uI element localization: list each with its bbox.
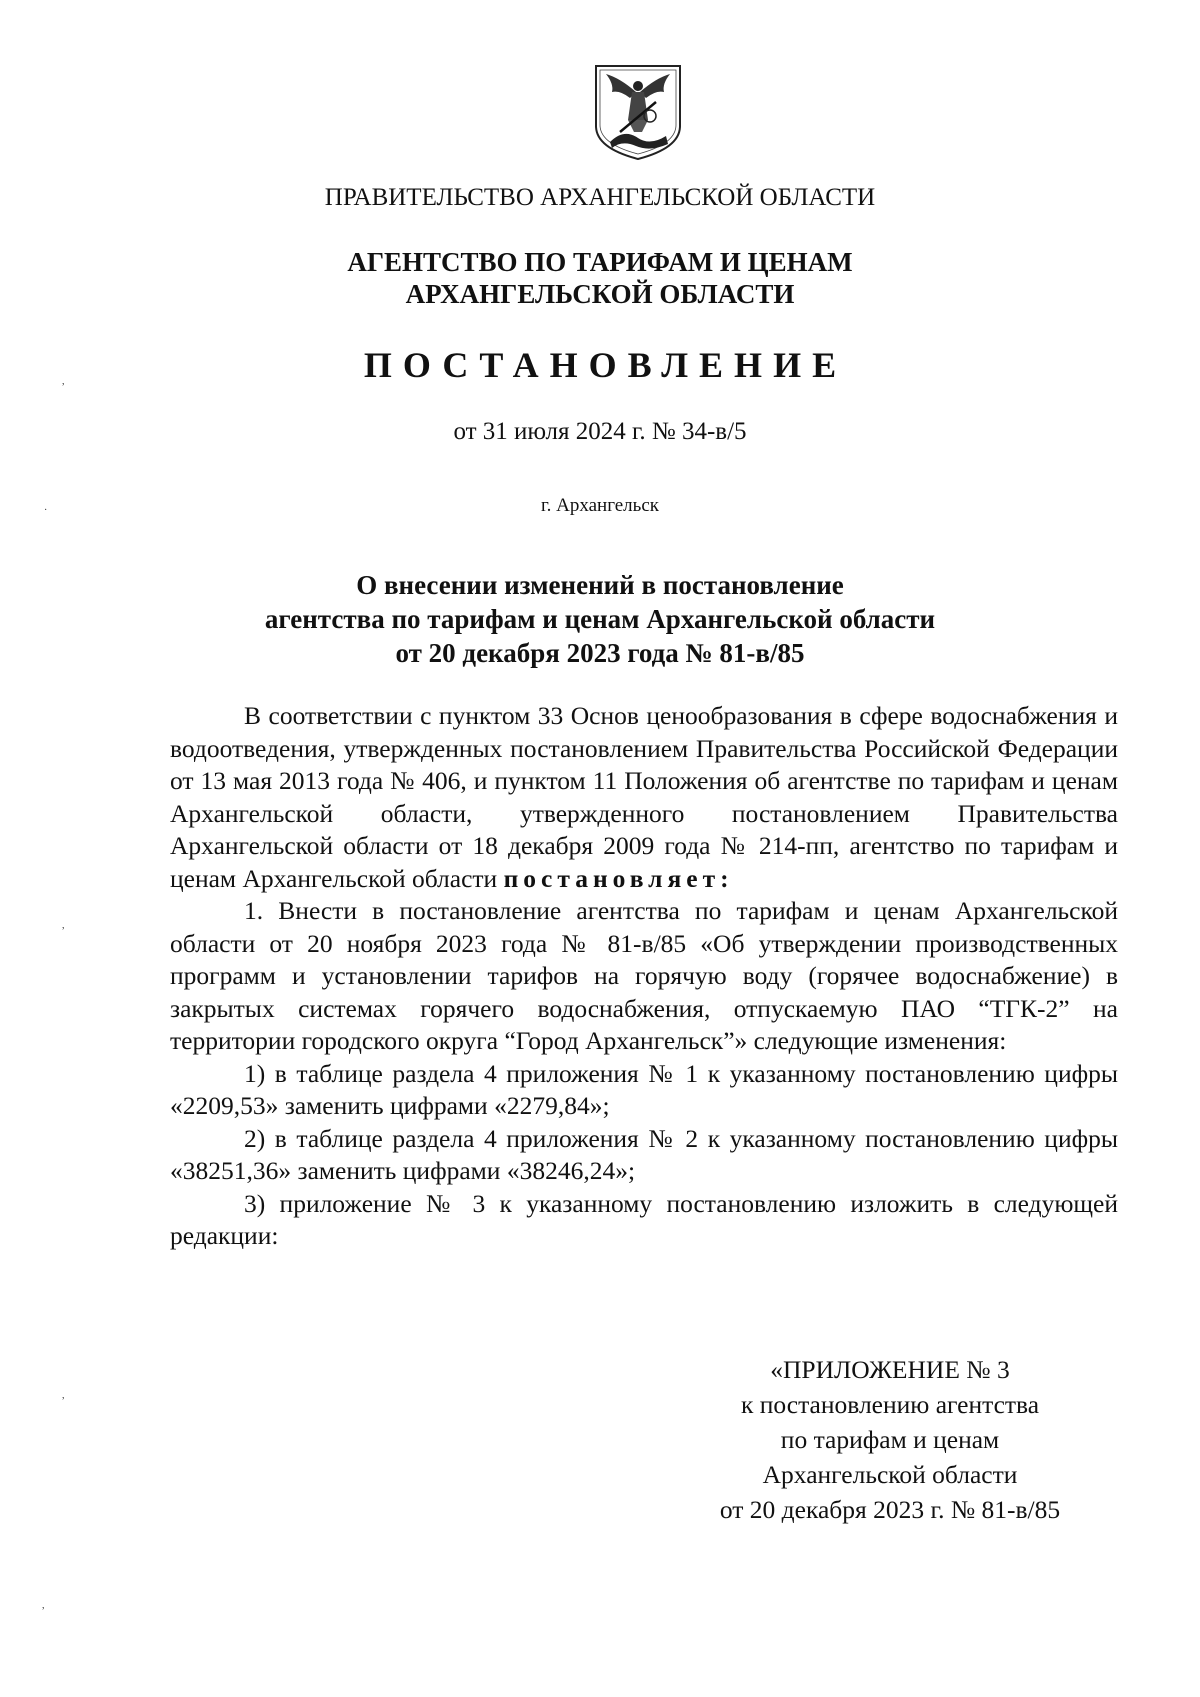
arkhangelsk-coat-of-arms-icon: [590, 62, 686, 162]
appendix-line1: «ПРИЛОЖЕНИЕ № 3: [770, 1355, 1010, 1384]
document-type-title: ПОСТАНОВЛЕНИЕ: [363, 345, 848, 385]
decree-subject-line3: от 20 декабря 2023 года № 81-в/85: [395, 638, 805, 668]
agency-name-line1: АГЕНТСТВО ПО ТАРИФАМ И ЦЕНАМ: [347, 247, 853, 277]
decree-subject-line1: О внесении изменений в постановление: [356, 570, 844, 600]
decree-body: [170, 700, 1118, 1253]
appendix-line4: Архангельской области: [762, 1460, 1018, 1489]
scan-mark: ,: [62, 920, 65, 931]
decree-subject: [0, 568, 1200, 670]
appendix-header: [680, 1352, 1100, 1527]
decree-date-number: от 31 июля 2024 г. № 34-в/5: [453, 418, 747, 445]
agency-name-line2: АРХАНГЕЛЬСКОЙ ОБЛАСТИ: [405, 279, 795, 309]
appendix-line3: по тарифам и ценам: [780, 1425, 1000, 1454]
appendix-line5: от 20 декабря 2023 г. № 81-в/85: [719, 1495, 1061, 1524]
city-name: г. Архангельск: [540, 495, 659, 516]
subitem-3: 3) приложение № 3 к указанному постановлению изложить в следующей редакции:: [170, 1188, 1118, 1250]
paragraph-item-1: 1. Внести в постановление агентства по тарифам и ценам Архангельской области от 20 ноября 2023 года № 81-в/85 «Об утверждении производственных программ и установлении тарифов на горячую воду (горячее водоснабжение) в закрытых системах горячего водоснабжения, отпускаемую ПАО “ТГК-2” на территории городского округа “Город Архангельск”» следующие изменения:: [170, 896, 1118, 1055]
scan-mark: ,: [62, 376, 65, 387]
decree-verb: постановляет:: [503, 863, 734, 893]
decree-subject-line2: агентства по тарифам и ценам Архангельской области: [264, 604, 936, 634]
preamble-text: В соответствии с пунктом 33 Основ ценообразования в сфере водоснабжения и водоотведения, утвержденных постановлением Правительства Российской Федерации от 13 мая 2013 года № 406, и пунктом 11 Положения об агентстве по тарифам и ценам Архангельской области, утвержденного постановлением Правительства Архангельской области от 18 декабря 2009 года № 214-пп, агентство по тарифам и ценам Архангельской области: [170, 701, 1118, 893]
scan-mark: ·: [44, 505, 48, 516]
scan-mark: ,: [42, 1600, 45, 1611]
preamble-paragraph: [170, 700, 1118, 895]
agency-name: [0, 246, 1200, 310]
scan-mark: ,: [62, 1390, 65, 1401]
government-name: ПРАВИТЕЛЬСТВО АРХАНГЕЛЬСКОЙ ОБЛАСТИ: [324, 184, 876, 211]
subitem-2: 2) в таблице раздела 4 приложения № 2 к указанному постановлению цифры «38251,36» заменить цифрами «38246,24»;: [170, 1123, 1118, 1185]
subitem-1: 1) в таблице раздела 4 приложения № 1 к указанному постановлению цифры «2209,53» заменить цифрами «2279,84»;: [170, 1058, 1118, 1120]
appendix-line2: к постановлению агентства: [740, 1390, 1040, 1419]
